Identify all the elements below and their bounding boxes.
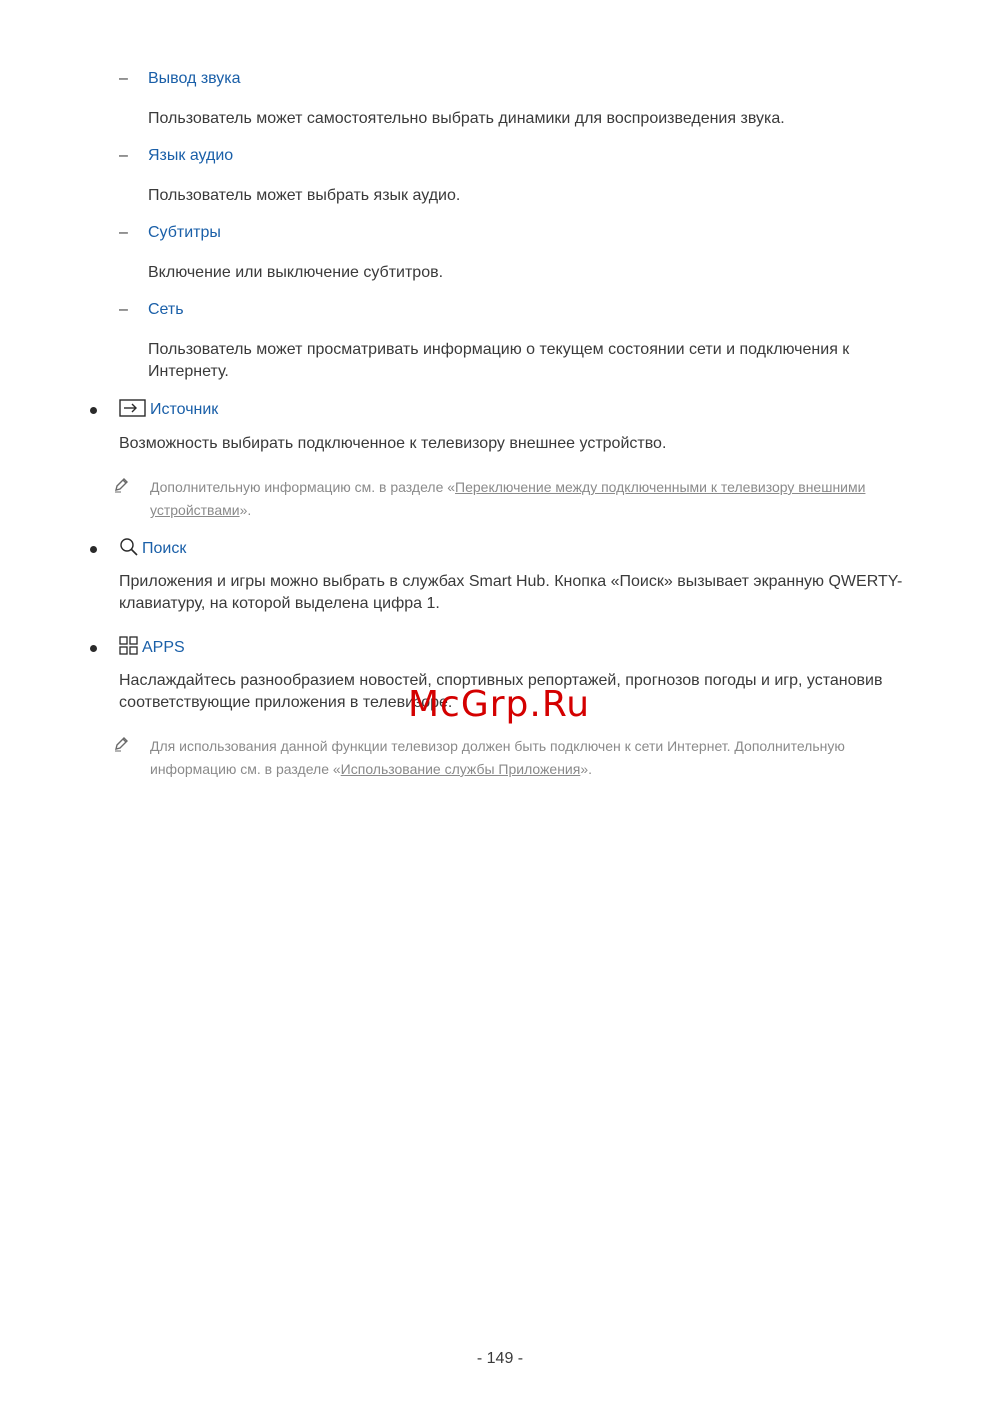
item-title-source: Источник [150, 401, 219, 418]
subitem-desc-sound-output: Пользователь может самостоятельно выбрать динамики для воспроизведения звука. [148, 110, 785, 127]
note-prefix: Дополнительную информацию см. в разделе « [150, 479, 456, 495]
pencil-icon [112, 735, 130, 753]
source-icon [119, 398, 147, 423]
subitem-desc-subtitles: Включение или выключение субтитров. [148, 264, 444, 281]
pencil-icon [112, 476, 130, 494]
page-number: - 149 - [476, 1350, 524, 1367]
dash-marker: – [119, 147, 128, 164]
subitem-desc-network: Пользователь может просматривать информацию о текущем состоянии сети и подключения к Интернету. [148, 341, 850, 380]
bullet [90, 645, 97, 652]
item-heading-apps [119, 636, 185, 660]
apps-icon [119, 636, 139, 661]
subitem-title-subtitles: Субтитры [148, 224, 221, 241]
note-suffix: ». [580, 761, 593, 777]
subitem-desc-audio-language: Пользователь может выбрать язык аудио. [148, 187, 461, 204]
item-desc-search: Приложения и игры можно выбрать в службах Smart Hub. Кнопка «Поиск» вызывает экранную QWERTY-клавиатуру, на которой выделена цифра 1. [119, 573, 903, 612]
dash-marker: – [119, 70, 128, 87]
link-using-apps-service[interactable]: Использование службы Приложения [340, 761, 581, 777]
note-apps [150, 735, 925, 781]
dash-marker: – [119, 224, 128, 241]
search-icon [119, 537, 139, 562]
bullet [90, 546, 97, 553]
bullet [90, 407, 97, 414]
item-heading-search [119, 537, 186, 561]
subitem-title-network: Сеть [148, 301, 184, 318]
note-prefix: Для использования данной функции телевизор должен быть подключен к сети Интернет. Дополнительную информацию см. в разделе « [150, 738, 845, 777]
dash-marker: – [119, 301, 128, 318]
watermark: McGrp.Ru [408, 684, 591, 725]
item-heading-source [119, 398, 218, 422]
note-suffix: ». [239, 502, 252, 518]
note-source [150, 476, 925, 522]
item-desc-source: Возможность выбирать подключенное к телевизору внешнее устройство. [119, 435, 667, 452]
link-switch-external-devices[interactable]: Переключение между подключенными к телевизору внешними устройствами [150, 479, 866, 518]
item-title-search: Поиск [142, 540, 187, 557]
subitem-title-sound-output: Вывод звука [148, 70, 241, 87]
item-desc-apps: Наслаждайтесь разнообразием новостей, спортивных репортажей, прогнозов погоды и игр, установив соответствующие приложения в телевизоре. [119, 672, 883, 711]
item-title-apps: APPS [142, 639, 185, 656]
subitem-title-audio-language: Язык аудио [148, 147, 234, 164]
